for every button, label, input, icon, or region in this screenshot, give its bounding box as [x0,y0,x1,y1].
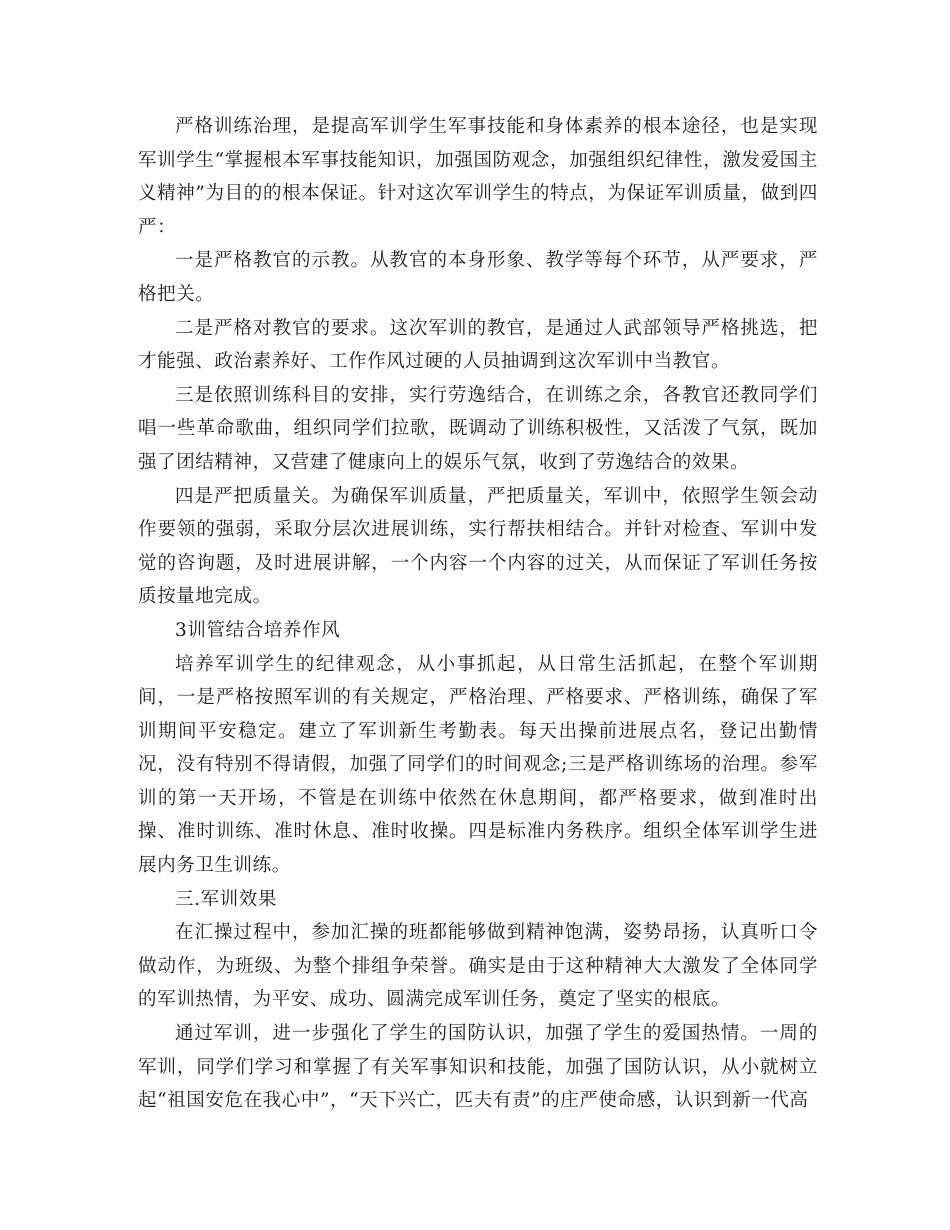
paragraph-strict-management: 严格训练治理，是提高军训学生军事技能和身体素养的根本途径，也是实现军训学生“掌握根本军事技能知识，加强国防观念，加强组织纪律性，激发爱国主义精神”为目的的根本保证。针对这次军训学生的特点，为保证军训质量，做到四严： [138,116,818,238]
section-heading-discipline: 3训管结合培养作风 [175,619,341,641]
paragraph-quality-control: 四是严把质量关。为确保军训质量，严把质量关，军训中，依照学生领会动作要领的强弱，采取分层次进展训练，实行帮扶相结合。并针对检查、军训中发觉的咨询题，及时进展讲解，一个内容一个内容的过关，从而保证了军训任务按质按量地完成。 [138,485,818,608]
paragraph-national-defense: 通过军训，进一步强化了学生的国防认识，加强了学生的爱国热情。一周的军训，同学们学习和掌握了有关军事知识和技能，加强了国防认识，从小就树立起“祖国安危在我心中”，“天下兴亡，匹夫有责”的庄严使命感，认识到新一代高 [138,1023,818,1112]
paragraph-instructor-demo: 一是严格教官的示教。从教官的本身形象、教学等每个环节，从严要求，严格把关。 [138,250,818,305]
paragraph-instructor-requirements: 二是严格对教官的要求。这次军训的教官，是通过人武部领导严格挑选，把才能强、政治素养好、工作作风过硬的人员抽调到这次军训中当教官。 [138,317,818,373]
section-heading-results: 三.军训效果 [175,888,277,910]
paragraph-discipline: 培养军训学生的纪律观念，从小事抓起，从日常生活抓起，在整个军训期间，一是严格按照军训的有关规定，严格治理、严格要求、严格训练，确保了军训期间平安稳定。建立了军训新生考勤表。每天出操前进展点名，登记出勤情况，没有特别不得请假，加强了同学们的时间观念;三是严格训练场的治理。参军训的第一天开场，不管是在训练中依然在休息期间，都严格要求，做到准时出操、准时训练、准时休息、准时收操。四是标准内务秩序。组织全体军训学生进展内务卫生训练。 [138,653,818,877]
document-body [138,110,818,1118]
paragraph-work-rest-balance: 三是依照训练科目的安排，实行劳逸结合，在训练之余，各教官还教同学们唱一些革命歌曲，组织同学们拉歌，既调动了训练积极性，又活泼了气氛，既加强了团结精神，又营建了健康向上的娱乐气氛，收到了劳逸结合的效果。 [138,384,818,473]
paragraph-drill-performance: 在汇操过程中，参加汇操的班都能够做到精神饱满，姿势昂扬，认真听口令做动作，为班级、为整个排组争荣誉。确实是由于这种精神大大激发了全体同学的军训热情，为平安、成功、圆满完成军训任务，奠定了坚实的根底。 [138,922,818,1011]
